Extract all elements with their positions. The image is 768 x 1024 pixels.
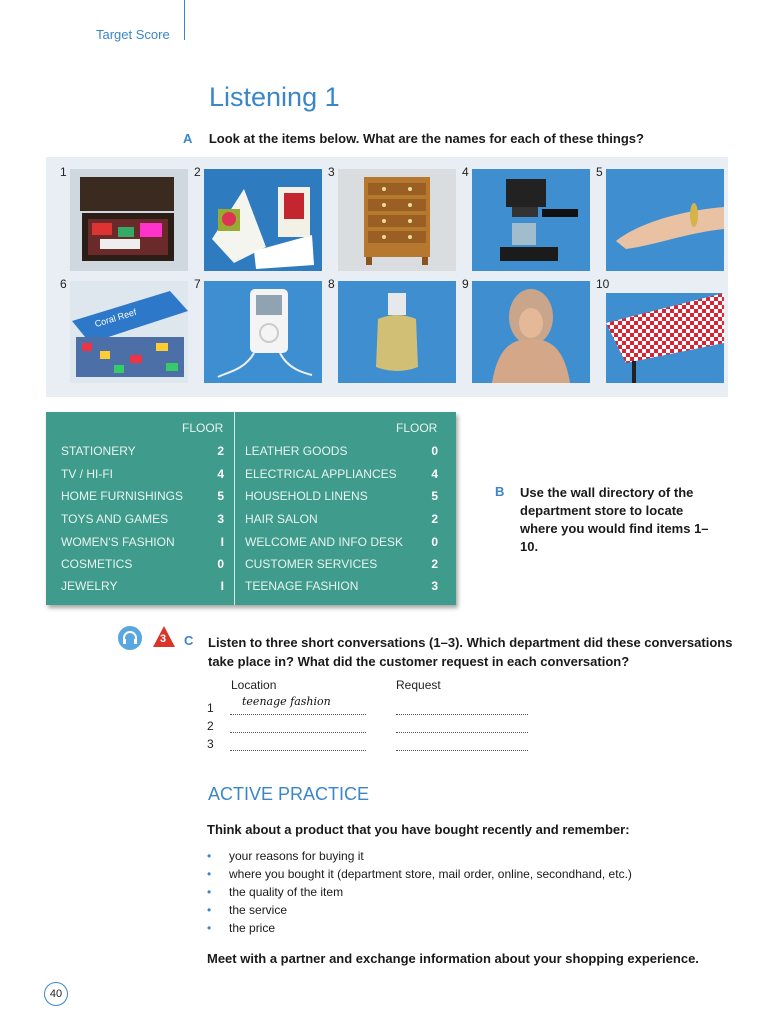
photo-number: 4 <box>462 165 469 179</box>
directory-floor: 3 <box>217 512 224 526</box>
list-item: • where you bought it (department store, mail order, online, secondhand, etc.) <box>207 865 632 883</box>
handwritten-answer: teenage fashion <box>242 695 331 708</box>
directory-department: COSMETICS <box>61 557 133 571</box>
track-number: 3 <box>160 633 167 645</box>
request-answer-3[interactable] <box>396 736 528 751</box>
track-badge <box>152 625 176 649</box>
directory-floor: 0 <box>217 557 224 571</box>
photo-strip <box>46 157 728 397</box>
directory-floor: 3 <box>431 579 438 593</box>
request-answer-2[interactable] <box>396 718 528 733</box>
headphones-icon <box>118 626 142 650</box>
directory-floor: I <box>220 579 224 593</box>
directory-department: TOYS AND GAMES <box>61 512 169 526</box>
photo-number: 9 <box>462 277 469 291</box>
directory-department: TV / HI-FI <box>61 467 113 481</box>
directory-department: WOMEN'S FASHION <box>61 535 175 549</box>
location-answer-2[interactable] <box>230 718 366 733</box>
header-label: Target Score <box>96 27 170 42</box>
photo-chest-of-drawers <box>338 169 456 271</box>
section-b-letter: B <box>495 484 505 499</box>
directory-department: JEWELRY <box>61 579 118 593</box>
directory-department: CUSTOMER SERVICES <box>245 557 378 571</box>
photo-number: 7 <box>194 277 201 291</box>
directory-floor: 5 <box>431 489 438 503</box>
directory-floor-header: FLOOR <box>182 421 224 435</box>
header-divider <box>184 0 185 40</box>
section-a-letter: A <box>183 131 193 146</box>
photo-scarf <box>472 281 590 383</box>
list-item: • the service <box>207 901 632 919</box>
active-practice-intro: Think about a product that you have bought recently and remember: <box>207 822 630 837</box>
active-practice-list <box>207 847 632 937</box>
location-answer-1[interactable] <box>230 695 366 715</box>
directory-department: TEENAGE FASHION <box>245 579 359 593</box>
list-item: • your reasons for buying it <box>207 847 632 865</box>
wall-directory <box>46 412 456 605</box>
photo-number: 3 <box>328 165 335 179</box>
photo-number: 10 <box>596 277 610 291</box>
column-location-header: Location <box>231 678 277 692</box>
section-c-letter: C <box>184 633 194 648</box>
location-answer-3[interactable] <box>230 736 366 751</box>
directory-department: HAIR SALON <box>245 512 318 526</box>
section-b-instruction: Use the wall directory of the department store to locate where you would find items 1–10. <box>520 485 709 554</box>
directory-department: LEATHER GOODS <box>245 444 348 458</box>
active-practice-title: ACTIVE PRACTICE <box>208 784 370 804</box>
photo-number: 8 <box>328 277 335 291</box>
directory-floor: 2 <box>431 512 438 526</box>
directory-department: HOME FURNISHINGS <box>61 489 184 503</box>
section-a-heading <box>183 130 644 148</box>
directory-floor: 0 <box>431 444 438 458</box>
active-practice-outro: Meet with a partner and exchange information about your shopping experience. <box>207 951 699 966</box>
list-item: • the price <box>207 919 632 937</box>
list-item: • the quality of the item <box>207 883 632 901</box>
directory-divider <box>234 412 235 605</box>
directory-department: STATIONERY <box>61 444 136 458</box>
directory-floor: 4 <box>217 467 224 481</box>
puzzle-box-label: Coral Reef <box>93 306 138 330</box>
directory-department: ELECTRICAL APPLIANCES <box>245 467 397 481</box>
directory-department: HOUSEHOLD LINENS <box>245 489 368 503</box>
directory-floor: 4 <box>431 467 438 481</box>
directory-floor: 0 <box>431 535 438 549</box>
directory-floor-header: FLOOR <box>396 421 438 435</box>
directory-floor: 5 <box>217 489 224 503</box>
photo-perfume <box>338 281 456 383</box>
row-number: 2 <box>207 719 214 733</box>
photo-number: 2 <box>194 165 201 179</box>
column-request-header: Request <box>396 678 441 692</box>
request-answer-1[interactable] <box>396 700 528 715</box>
directory-floor: 2 <box>431 557 438 571</box>
page-number: 40 <box>44 982 68 1006</box>
section-a-instruction: Look at the items below. What are the names for each of these things? <box>208 131 644 146</box>
photo-tablecloth <box>606 293 724 383</box>
section-c-instruction: Listen to three short conversations (1–3). Which department did these conversations take place in? What did the customer request in each conversation? <box>208 635 733 669</box>
directory-floor: 2 <box>217 444 224 458</box>
directory-floor: I <box>220 535 224 549</box>
photo-number: 5 <box>596 165 603 179</box>
row-number: 1 <box>207 701 214 715</box>
page-title: Listening 1 <box>209 82 340 112</box>
photo-bracelet <box>606 169 724 271</box>
photo-number: 1 <box>60 165 67 179</box>
photo-greeting-cards <box>204 169 322 271</box>
photo-mp3-player <box>204 281 322 383</box>
photo-jigsaw-puzzle <box>70 281 188 383</box>
row-number: 3 <box>207 737 214 751</box>
photo-number: 6 <box>60 277 67 291</box>
directory-department: WELCOME AND INFO DESK <box>245 535 404 549</box>
photo-briefcase <box>70 169 188 271</box>
photo-coffee-machine <box>472 169 590 271</box>
